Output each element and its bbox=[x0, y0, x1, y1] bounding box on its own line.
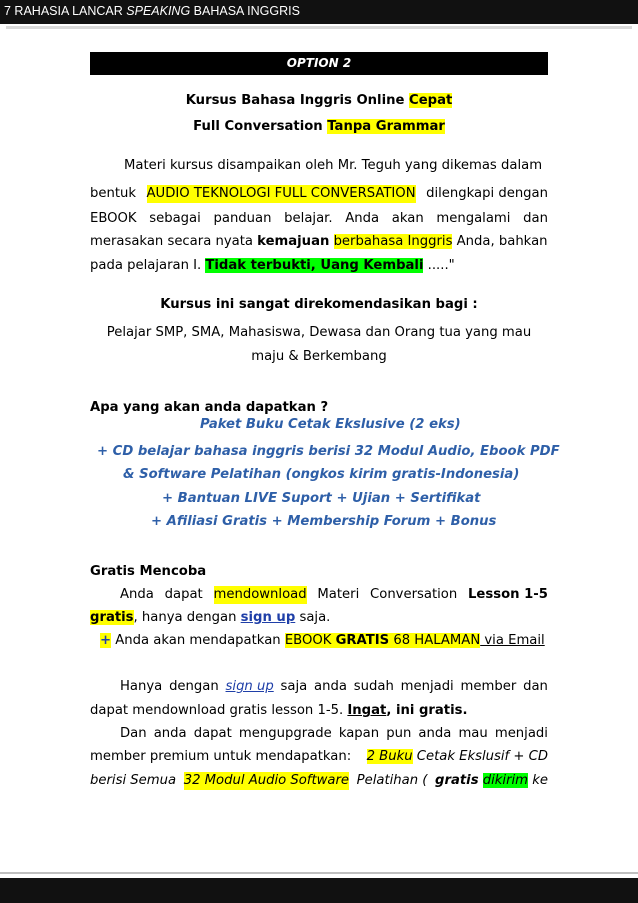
sign-up-link-2[interactable]: sign up bbox=[225, 679, 274, 694]
recommend-line2: maju & Berkembang bbox=[251, 349, 387, 364]
recommend-title: Kursus ini sangat direkomendasikan bagi : bbox=[160, 297, 478, 312]
document-header bbox=[0, 0, 638, 24]
footer-divider bbox=[0, 872, 638, 874]
benefit-line3: & Software Pelatihan (ongkos kirim gratis-Indonesia) bbox=[123, 467, 520, 482]
document-title: 7 RAHASIA LANCAR SPEAKING BAHASA INGGRIS bbox=[4, 4, 300, 18]
benefit-line2: + CD belajar bahasa inggris berisi 32 Modul Audio, Ebook PDF bbox=[97, 444, 560, 459]
benefit-line4: + Bantuan LIVE Suport + Ujian + Sertifikat bbox=[162, 491, 481, 506]
member-line2: dapat mendownload gratis lesson 1-5. Ingat, ini gratis. bbox=[90, 703, 468, 718]
benefit-line1: Paket Buku Cetak Ekslusive (2 eks) bbox=[200, 417, 461, 432]
course-heading-line1: Kursus Bahasa Inggris Online Cepat bbox=[185, 93, 453, 108]
trial-line2: gratis, hanya dengan sign up saja. bbox=[90, 610, 331, 625]
benefits-question: Apa yang akan anda dapatkan ? bbox=[90, 400, 329, 415]
sign-up-link[interactable]: sign up bbox=[240, 610, 296, 625]
member-line1: Hanya dengan sign up saja anda sudah menjadi member dan bbox=[120, 679, 548, 694]
trial-line1: Anda dapat mendownload Materi Conversation Lesson 1-5 bbox=[120, 587, 548, 602]
trial-line3: + Anda akan mendapatkan EBOOK GRATIS 68 HALAMAN via Email bbox=[100, 633, 545, 648]
intro-line4: merasakan secara nyata kemajuan berbahasa Inggris Anda, bahkan bbox=[90, 234, 548, 249]
course-heading-line2: Full Conversation Tanpa Grammar bbox=[193, 119, 445, 134]
document-footer bbox=[0, 878, 638, 903]
benefit-line5: + Afiliasi Gratis + Membership Forum + Bonus bbox=[151, 514, 497, 529]
member-line4: member premium untuk mendapatkan: 2 Buku Cetak Ekslusif + CD bbox=[90, 749, 548, 764]
intro-line2: bentuk AUDIO TEKNOLOGI FULL CONVERSATION dilengkapi dengan bbox=[90, 186, 548, 201]
member-line5: berisi Semua 32 Modul Audio Software Pelatihan ( gratis dikirim ke bbox=[90, 773, 548, 788]
header-divider bbox=[6, 26, 632, 29]
trial-title: Gratis Mencoba bbox=[90, 564, 207, 579]
recommend-line1: Pelajar SMP, SMA, Mahasiswa, Dewasa dan Orang tua yang mau bbox=[106, 325, 532, 340]
option-banner: OPTION 2 bbox=[90, 52, 548, 75]
member-line3: Dan anda dapat mengupgrade kapan pun anda mau menjadi bbox=[120, 726, 548, 741]
intro-line5: pada pelajaran I. Tidak terbukti, Uang Kembali ....." bbox=[90, 258, 455, 273]
via-email-link[interactable]: via Email bbox=[480, 633, 545, 648]
intro-line1: Materi kursus disampaikan oleh Mr. Teguh yang dikemas dalam bbox=[124, 158, 543, 173]
intro-line3: EBOOK sebagai panduan belajar. Anda akan mengalami dan bbox=[90, 211, 548, 226]
